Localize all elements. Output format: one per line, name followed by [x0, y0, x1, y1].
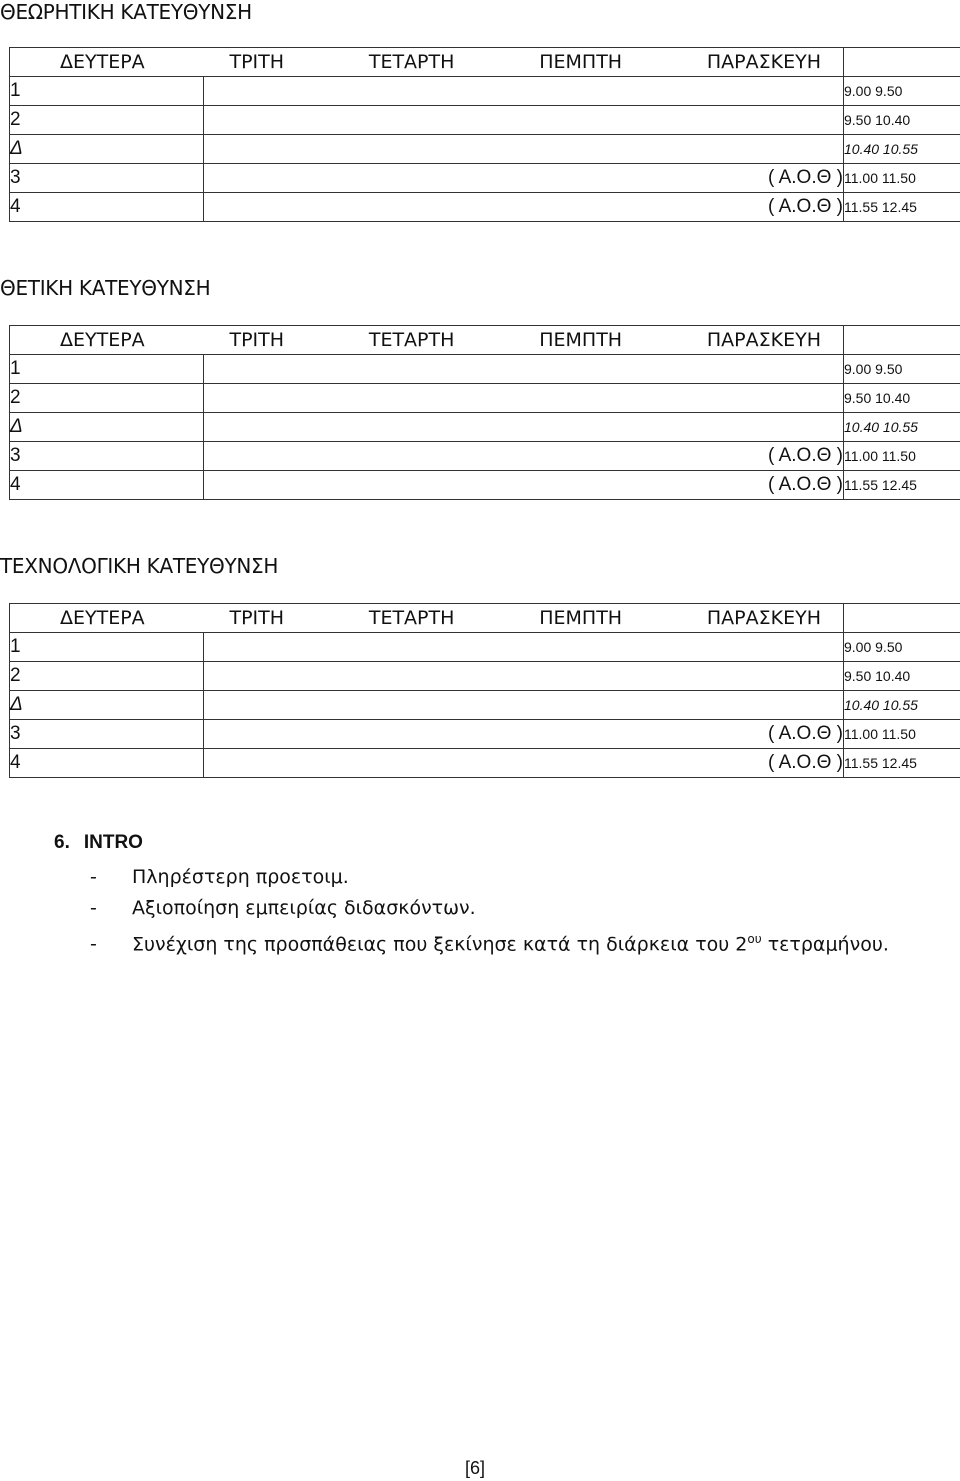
list-item: [54, 893, 889, 924]
table-header-row: [10, 604, 960, 633]
period-time: 10.40 10.55: [844, 135, 960, 164]
table-row: [10, 77, 960, 106]
header-empty: [844, 326, 960, 355]
table-row: [10, 106, 960, 135]
period-cell: [204, 355, 844, 384]
period-label: 2: [10, 106, 204, 135]
period-label: 4: [10, 471, 204, 500]
list-item: [54, 924, 889, 955]
period-label: 4: [10, 193, 204, 222]
period-time: 9.50 10.40: [844, 384, 960, 413]
period-cell: [204, 413, 844, 442]
period-cell: [204, 77, 844, 106]
ordinal-superscript: ου: [747, 932, 762, 946]
table-row: [10, 633, 960, 662]
bullet-text: Αξιοποίηση εμπειρίας διδασκόντων.: [132, 897, 476, 919]
period-label: 3: [10, 720, 204, 749]
period-cell: ( Α.Ο.Θ ): [204, 164, 844, 193]
bullet-dash: -: [90, 897, 97, 919]
period-cell: [204, 384, 844, 413]
day-tuesday: ΤΡΙΤΗ: [229, 607, 285, 629]
day-friday: ΠΑΡΑΣΚΕΥΗ: [706, 607, 821, 629]
day-tuesday: ΤΡΙΤΗ: [229, 51, 285, 73]
period-label: 2: [10, 384, 204, 413]
bullet-text: Συνέχιση της προσπάθειας που ξεκίνησε κατά τη διάρκεια του 2: [132, 933, 748, 956]
table-header-row: [10, 326, 960, 355]
intro-number: 6.: [54, 832, 70, 853]
table-row: [10, 413, 960, 442]
period-label: Δ: [10, 413, 204, 442]
section-title-positive: ΘΕΤΙΚΗ ΚΑΤΕΥΘΥΝΣΗ: [0, 276, 211, 300]
period-time: 10.40 10.55: [844, 413, 960, 442]
day-friday: ΠΑΡΑΣΚΕΥΗ: [706, 329, 821, 351]
period-cell: [204, 691, 844, 720]
section-title-theoretical: ΘΕΩΡΗΤΙΚΗ ΚΑΤΕΥΘΥΝΣΗ: [0, 0, 252, 24]
period-cell: ( Α.Ο.Θ ): [204, 720, 844, 749]
bullet-dash: -: [90, 866, 97, 888]
section-title-technological: ΤΕΧΝΟΛΟΓΙΚΗ ΚΑΤΕΥΘΥΝΣΗ: [0, 554, 279, 578]
bullet-text-end: τετραμήνου.: [761, 933, 889, 956]
intro-heading: [54, 832, 889, 854]
table-row: [10, 164, 960, 193]
intro-section: [54, 832, 889, 955]
period-time: 11.55 12.45: [844, 749, 960, 778]
period-label: 1: [10, 77, 204, 106]
period-cell: ( Α.Ο.Θ ): [204, 193, 844, 222]
page-number: [6]: [465, 1458, 486, 1478]
day-thursday: ΠΕΜΠΤΗ: [539, 329, 623, 351]
days-header: [10, 48, 844, 77]
period-label: 2: [10, 662, 204, 691]
bullet-text: Πληρέστερη προετοιμ.: [132, 866, 349, 888]
period-time: 10.40 10.55: [844, 691, 960, 720]
period-cell: ( Α.Ο.Θ ): [204, 749, 844, 778]
period-cell: [204, 633, 844, 662]
day-monday: ΔΕΥΤΕΡΑ: [60, 329, 145, 351]
period-cell: [204, 662, 844, 691]
table-header-row: [10, 48, 960, 77]
day-wednesday: ΤΕΤΑΡΤΗ: [368, 607, 455, 629]
table-row: [10, 442, 960, 471]
period-time: 11.00 11.50: [844, 164, 960, 193]
table-row: [10, 355, 960, 384]
intro-title: INTRO: [83, 832, 143, 853]
table-row: [10, 662, 960, 691]
period-label: Δ: [10, 135, 204, 164]
period-time: 9.50 10.40: [844, 106, 960, 135]
period-time: 9.00 9.50: [844, 355, 960, 384]
day-monday: ΔΕΥΤΕΡΑ: [60, 51, 145, 73]
day-wednesday: ΤΕΤΑΡΤΗ: [368, 51, 455, 73]
period-label: 3: [10, 164, 204, 193]
day-tuesday: ΤΡΙΤΗ: [229, 329, 285, 351]
header-empty: [844, 604, 960, 633]
period-time: 9.00 9.50: [844, 633, 960, 662]
period-time: 11.00 11.50: [844, 720, 960, 749]
table-row: [10, 193, 960, 222]
schedule-table-technological: [9, 603, 960, 778]
schedule-table-positive: [9, 325, 960, 500]
period-label: 4: [10, 749, 204, 778]
table-row: [10, 135, 960, 164]
period-cell: [204, 106, 844, 135]
period-label: Δ: [10, 691, 204, 720]
list-item: [54, 862, 889, 893]
table-row: [10, 720, 960, 749]
day-wednesday: ΤΕΤΑΡΤΗ: [368, 329, 455, 351]
header-empty: [844, 48, 960, 77]
day-thursday: ΠΕΜΠΤΗ: [539, 607, 623, 629]
period-label: 3: [10, 442, 204, 471]
period-label: 1: [10, 633, 204, 662]
period-time: 11.00 11.50: [844, 442, 960, 471]
table-row: [10, 691, 960, 720]
period-cell: [204, 135, 844, 164]
schedule-table-theoretical: [9, 47, 960, 222]
days-header: [10, 326, 844, 355]
period-cell: ( Α.Ο.Θ ): [204, 471, 844, 500]
day-thursday: ΠΕΜΠΤΗ: [539, 51, 623, 73]
period-time: 9.50 10.40: [844, 662, 960, 691]
day-monday: ΔΕΥΤΕΡΑ: [60, 607, 145, 629]
day-friday: ΠΑΡΑΣΚΕΥΗ: [706, 51, 821, 73]
period-time: 11.55 12.45: [844, 193, 960, 222]
period-cell: ( Α.Ο.Θ ): [204, 442, 844, 471]
bullet-dash: -: [90, 933, 97, 956]
table-row: [10, 384, 960, 413]
period-time: 11.55 12.45: [844, 471, 960, 500]
days-header: [10, 604, 844, 633]
period-label: 1: [10, 355, 204, 384]
table-row: [10, 471, 960, 500]
intro-list: [54, 862, 889, 955]
table-row: [10, 749, 960, 778]
period-time: 9.00 9.50: [844, 77, 960, 106]
